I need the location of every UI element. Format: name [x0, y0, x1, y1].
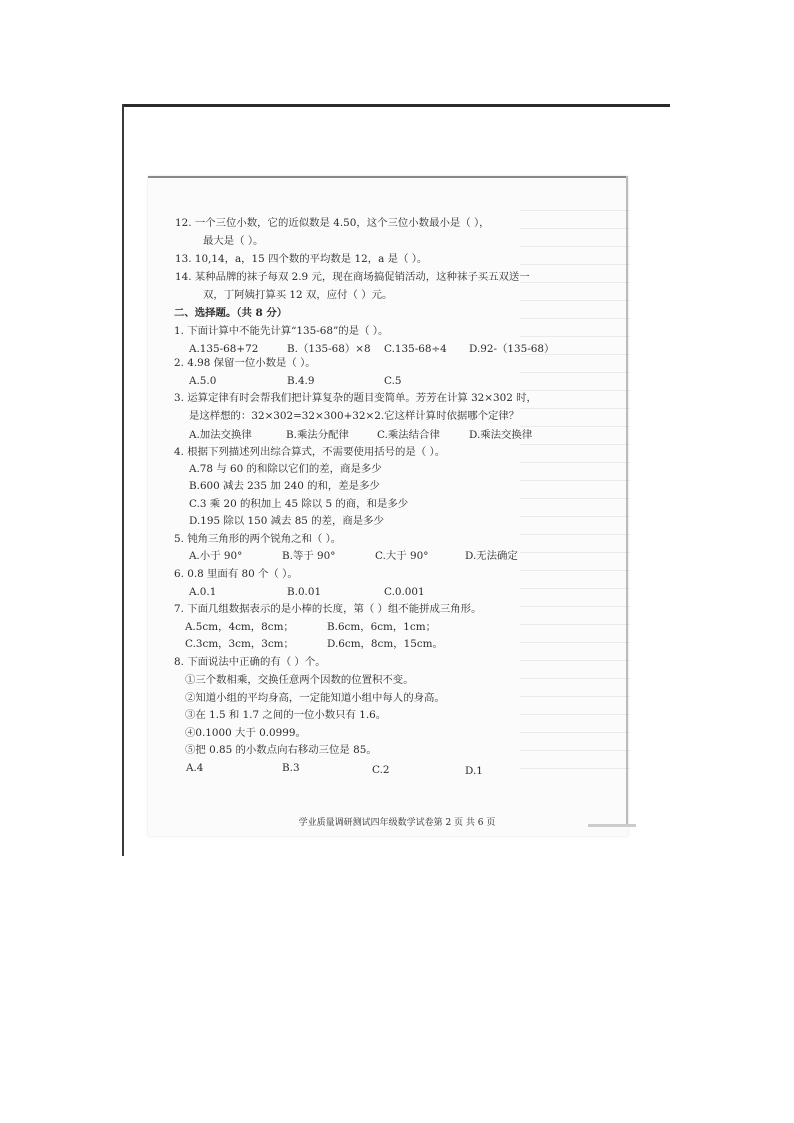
choice-q3-stem-line-2: 是这样想的：32×302=32×300+32×2.它这样计算时依据哪个定律？ — [189, 410, 520, 422]
choice-q8-option-b: B.3 — [282, 762, 300, 774]
choice-q4-option-d: D.195 除以 150 减去 85 的差，商是多少 — [189, 515, 384, 527]
choice-q8-statement-3: ③在 1.5 和 1.7 之间的一位小数只有 1.6。 — [185, 709, 387, 721]
choice-q2-stem: 2. 4.98 保留一位小数是（ ）。 — [174, 357, 316, 369]
choice-q4-stem: 4. 根据下列描述列出综合算式，不需要使用括号的是（ ）。 — [174, 446, 446, 458]
question-13: 13. 10,14，a，15 四个数的平均数是 12，a 是（ ）。 — [175, 253, 428, 265]
choice-q2-option-c: C.5 — [384, 375, 402, 387]
choice-q1-option-a: A.135-68+72 — [189, 343, 259, 355]
choice-q5-option-d: D.无法确定 — [465, 550, 518, 562]
choice-q6-option-a: A.0.1 — [189, 586, 217, 598]
page-footer: 学业质量调研测试四年级数学试卷第 2 页 共 6 页 — [298, 818, 496, 828]
choice-q5-option-a: A.小于 90° — [189, 550, 243, 562]
question-12-line-1: 12. 一个三位小数，它的近似数是 4.50，这个三位小数最小是（ ）， — [175, 217, 490, 229]
choice-q5-option-b: B.等于 90° — [282, 550, 336, 562]
choice-q1-option-d: D.92-（135-68） — [469, 343, 555, 355]
choice-q1-option-c: C.135-68÷4 — [384, 343, 447, 355]
choice-q1-option-b: B.（135-68）×8 — [287, 343, 371, 355]
choice-q3-option-c: C.乘法结合律 — [377, 429, 440, 441]
choice-q4-option-c: C.3 乘 20 的积加上 45 除以 5 的商，和是多少 — [189, 498, 409, 510]
choice-q8-option-a: A.4 — [186, 762, 204, 774]
choice-q7-stem: 7. 下面几组数据表示的是小棒的长度，第（ ）组不能拼成三角形。 — [174, 603, 482, 615]
choice-q1-stem: 1. 下面计算中不能先计算“135-68”的是（ ）。 — [174, 325, 389, 337]
choice-q2-option-b: B.4.9 — [287, 375, 315, 387]
choice-q4-option-a: A.78 与 60 的和除以它们的差，商是多少 — [189, 463, 382, 475]
choice-q6-stem: 6. 0.8 里面有 80 个（ ）。 — [174, 568, 298, 580]
question-12-line-2: 最大是（ ）。 — [203, 235, 264, 247]
choice-q7-option-a: A.5cm，4cm，8cm； — [185, 621, 294, 633]
choice-q2-option-a: A.5.0 — [189, 375, 217, 387]
choice-q8-statement-4: ④0.1000 大于 0.0999。 — [185, 727, 306, 739]
question-14-line-2: 双，丁阿姨打算买 12 双，应付（ ）元。 — [203, 289, 393, 301]
section-2-title: 二、选择题。（共 8 分） — [174, 307, 288, 319]
choice-q6-option-b: B.0.01 — [287, 586, 322, 598]
choice-q3-option-a: A.加法交换律 — [189, 429, 252, 441]
sheet-edge-strip — [588, 824, 636, 827]
choice-q5-stem: 5. 钝角三角形的两个锐角之和（ ）。 — [174, 533, 342, 545]
choice-q7-option-b: B.6cm，6cm，1cm； — [327, 621, 436, 633]
choice-q3-option-d: D.乘法交换律 — [469, 429, 533, 441]
choice-q8-option-d: D.1 — [465, 765, 483, 777]
choice-q8-statement-1: ①三个数相乘，交换任意两个因数的位置积不变。 — [185, 674, 414, 686]
choice-q8-option-c: C.2 — [372, 764, 390, 776]
choice-q8-statement-5: ⑤把 0.85 的小数点向右移动三位是 85。 — [185, 744, 377, 756]
choice-q4-option-b: B.600 减去 235 加 240 的和，差是多少 — [189, 480, 380, 492]
choice-q7-option-c: C.3cm，3cm，3cm； — [185, 638, 294, 650]
choice-q8-stem: 8. 下面说法中正确的有（ ）个。 — [174, 656, 326, 668]
choice-q5-option-c: C.大于 90° — [375, 550, 429, 562]
question-14-line-1: 14. 某种品牌的袜子每双 2.9 元，现在商场搞促销活动，这种袜子买五双送一 — [175, 271, 530, 283]
choice-q6-option-c: C.0.001 — [384, 586, 425, 598]
choice-q7-option-d: D.6cm，8cm，15cm。 — [327, 638, 443, 650]
choice-q3-option-b: B.乘法分配律 — [286, 429, 349, 441]
choice-q3-stem-line-1: 3. 运算定律有时会帮我们把计算复杂的题目变简单。芳芳在计算 32×302 时， — [174, 392, 537, 404]
choice-q8-statement-2: ②知道小组的平均身高，一定能知道小组中每人的身高。 — [185, 692, 445, 704]
